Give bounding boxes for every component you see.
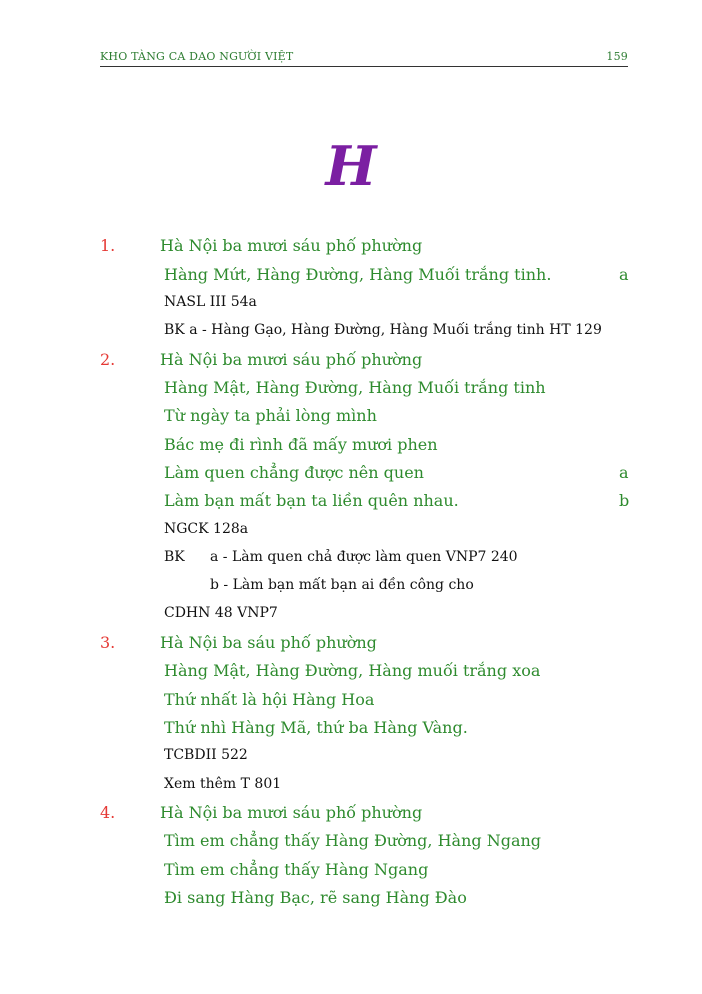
verse-line: Thứ nhất là hội Hàng Hoa xyxy=(164,690,375,709)
verse-line: Bác mẹ đi rình đã mấy mươi phen xyxy=(164,435,438,454)
verse-line: Hàng Mật, Hàng Đường, Hàng muối trắng xoa xyxy=(164,661,541,680)
verse-line: Đi sang Hàng Bạc, rẽ sang Hàng Đào xyxy=(164,888,467,907)
entry-number: 2. xyxy=(100,350,116,369)
verse-line: Hà Nội ba sáu phố phường xyxy=(160,633,377,652)
variant-mark: a xyxy=(619,265,629,284)
entry-number: 1. xyxy=(100,236,116,255)
verse-line: Làm bạn mất bạn ta liền quên nhau. xyxy=(164,491,459,510)
variant-mark: a xyxy=(619,463,629,482)
running-header xyxy=(100,48,628,67)
source-ref: BK a - Hàng Gạo, Hàng Đường, Hàng Muối trắng tinh HT 129 xyxy=(164,322,602,338)
source-ref: CDHN 48 VNP7 xyxy=(164,605,278,621)
variant-text: b - Làm bạn mất bạn ai đền công cho xyxy=(210,577,474,593)
verse-line: Hà Nội ba mươi sáu phố phường xyxy=(160,803,423,822)
verse-line: Hàng Mật, Hàng Đường, Hàng Muối trắng tinh xyxy=(164,378,546,397)
variant-mark: b xyxy=(619,491,630,510)
entry-number: 3. xyxy=(100,633,116,652)
page-number: 159 xyxy=(606,50,628,63)
book-title: KHO TÀNG CA DAO NGƯỜI VIỆT xyxy=(100,50,294,63)
source-ref: NASL III 54a xyxy=(164,294,257,310)
verse-line: Hà Nội ba mươi sáu phố phường xyxy=(160,350,423,369)
verse-line: Tìm em chẳng thấy Hàng Đường, Hàng Ngang xyxy=(164,831,542,850)
verse-line: Từ ngày ta phải lòng mình xyxy=(164,406,377,425)
verse-line: Tìm em chẳng thấy Hàng Ngang xyxy=(164,860,429,879)
verse-line: Thứ nhì Hàng Mã, thứ ba Hàng Vàng. xyxy=(164,718,468,737)
source-ref: TCBDII 522 xyxy=(164,747,248,763)
section-letter: H xyxy=(325,134,377,198)
source-ref: NGCK 128a xyxy=(164,521,249,537)
verse-line: Hà Nội ba mươi sáu phố phường xyxy=(160,236,423,255)
source-ref: Xem thêm T 801 xyxy=(164,776,282,792)
variant-label: BK xyxy=(164,549,185,565)
variant-text: a - Làm quen chả được làm quen VNP7 240 xyxy=(210,549,518,565)
verse-line: Hàng Mứt, Hàng Đường, Hàng Muối trắng tinh. xyxy=(164,265,552,284)
verse-line: Làm quen chẳng được nên quen xyxy=(164,463,424,482)
entry-number: 4. xyxy=(100,803,116,822)
